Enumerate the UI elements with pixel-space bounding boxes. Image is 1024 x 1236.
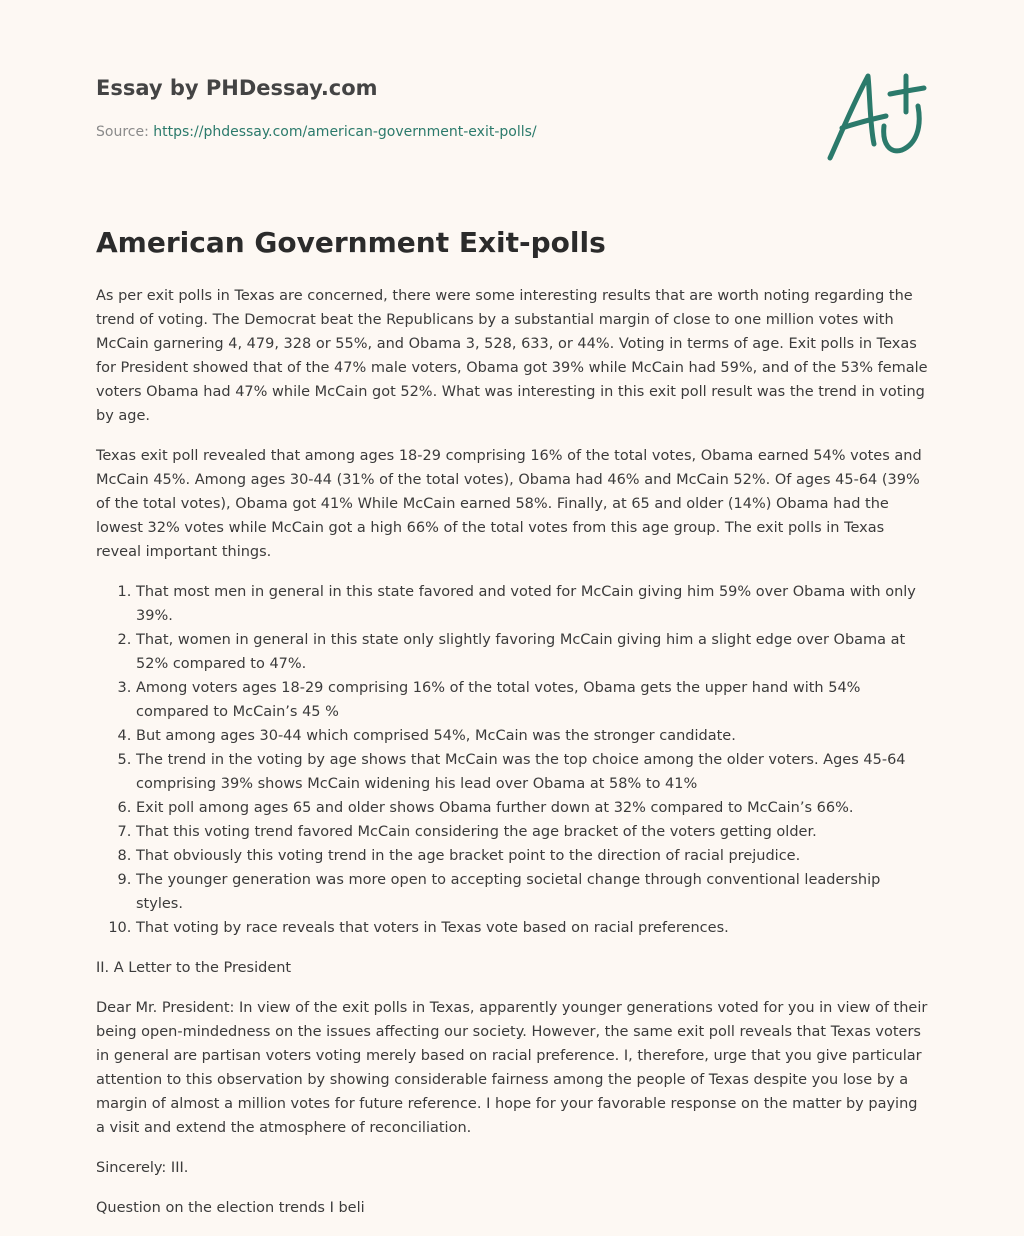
essay-body xyxy=(96,284,928,1236)
source-label: Source: xyxy=(96,124,154,140)
closing-line: Sincerely: III. xyxy=(96,1160,189,1176)
a-plus-logo-icon xyxy=(824,66,928,166)
list-item: 9. The younger generation was more open to accepting societal change through conventional leadership styles. xyxy=(136,868,928,916)
source-link[interactable]: https://phdessay.com/american-government-exit-polls/ xyxy=(153,124,537,140)
essay-title: American Government Exit-polls xyxy=(96,226,606,259)
source-line xyxy=(96,124,537,140)
paragraph: As per exit polls in Texas are concerned, there were some interesting results that are worth noting regarding the trend of voting. The Democrat beat the Republicans by a substantial margin of close to one million votes with McCain garnering 4, 479, 328 or 55%, and Obama 3, 528, 633, or 44%. Voting in terms of age. Exit polls in Texas for President showed that of the 47% male voters, Obama got 39% while McCain had 59%, and of the 53% female voters Obama had 47% while McCain got 52%. What was interesting in this exit poll result was the trend in voting by age. xyxy=(96,288,928,424)
section-heading: II. A Letter to the President xyxy=(96,960,292,976)
list-item: 4. But among ages 30-44 which comprised 54%, McCain was the stronger candidate. xyxy=(136,724,928,748)
list-item: 6. Exit poll among ages 65 and older shows Obama further down at 32% compared to McCain’s 66%. xyxy=(136,796,928,820)
list-item: 2. That, women in general in this state only slightly favoring McCain giving him a slight edge over Obama at 52% compared to 47%. xyxy=(136,628,928,676)
list-item: 7. That this voting trend favored McCain considering the age bracket of the voters getting older. xyxy=(136,820,928,844)
question-line: Question on the election trends I beli xyxy=(96,1200,365,1216)
paragraph: Texas exit poll revealed that among ages 18-29 comprising 16% of the total votes, Obama earned 54% votes and McCain 45%. Among ages 30-44 (31% of the total votes), Obama had 46% and McCain 52%. Of ages 45-64 (39% of the total votes), Obama got 41% While McCain earned 58%. Finally, at 65 and older (14%) Obama had the lowest 32% votes while McCain got a high 66% of the total votes from this age group. The exit polls in Texas reveal important things. xyxy=(96,448,922,560)
letter-paragraph: Dear Mr. President: In view of the exit polls in Texas, apparently younger generations voted for you in view of their being open-mindedness on the issues affecting our society. However, the same exit poll reveals that Texas voters in general are partisan voters voting merely based on racial preference. I, therefore, urge that you give particular attention to this observation by showing considerable fairness among the people of Texas despite you lose by a margin of almost a million votes for future reference. I hope for your favorable response on the matter by paying a visit and extend the atmosphere of reconciliation. xyxy=(96,1000,928,1136)
list-item: 3. Among voters ages 18-29 comprising 16% of the total votes, Obama gets the upper hand with 54% compared to McCain’s 45 % xyxy=(136,676,928,724)
list-item: 5. The trend in the voting by age shows that McCain was the top choice among the older voters. Ages 45-64 comprising 39% shows McCain widening his lead over Obama at 58% to 41% xyxy=(136,748,928,796)
list-item: 8. That obviously this voting trend in the age bracket point to the direction of racial prejudice. xyxy=(136,844,928,868)
list-item: 10. That voting by race reveals that voters in Texas vote based on racial preferences. xyxy=(136,916,928,940)
list-item: 1. That most men in general in this state favored and voted for McCain giving him 59% over Obama with only 39%. xyxy=(136,580,928,628)
brand-title: Essay by PHDessay.com xyxy=(96,76,378,100)
findings-list xyxy=(96,580,928,940)
